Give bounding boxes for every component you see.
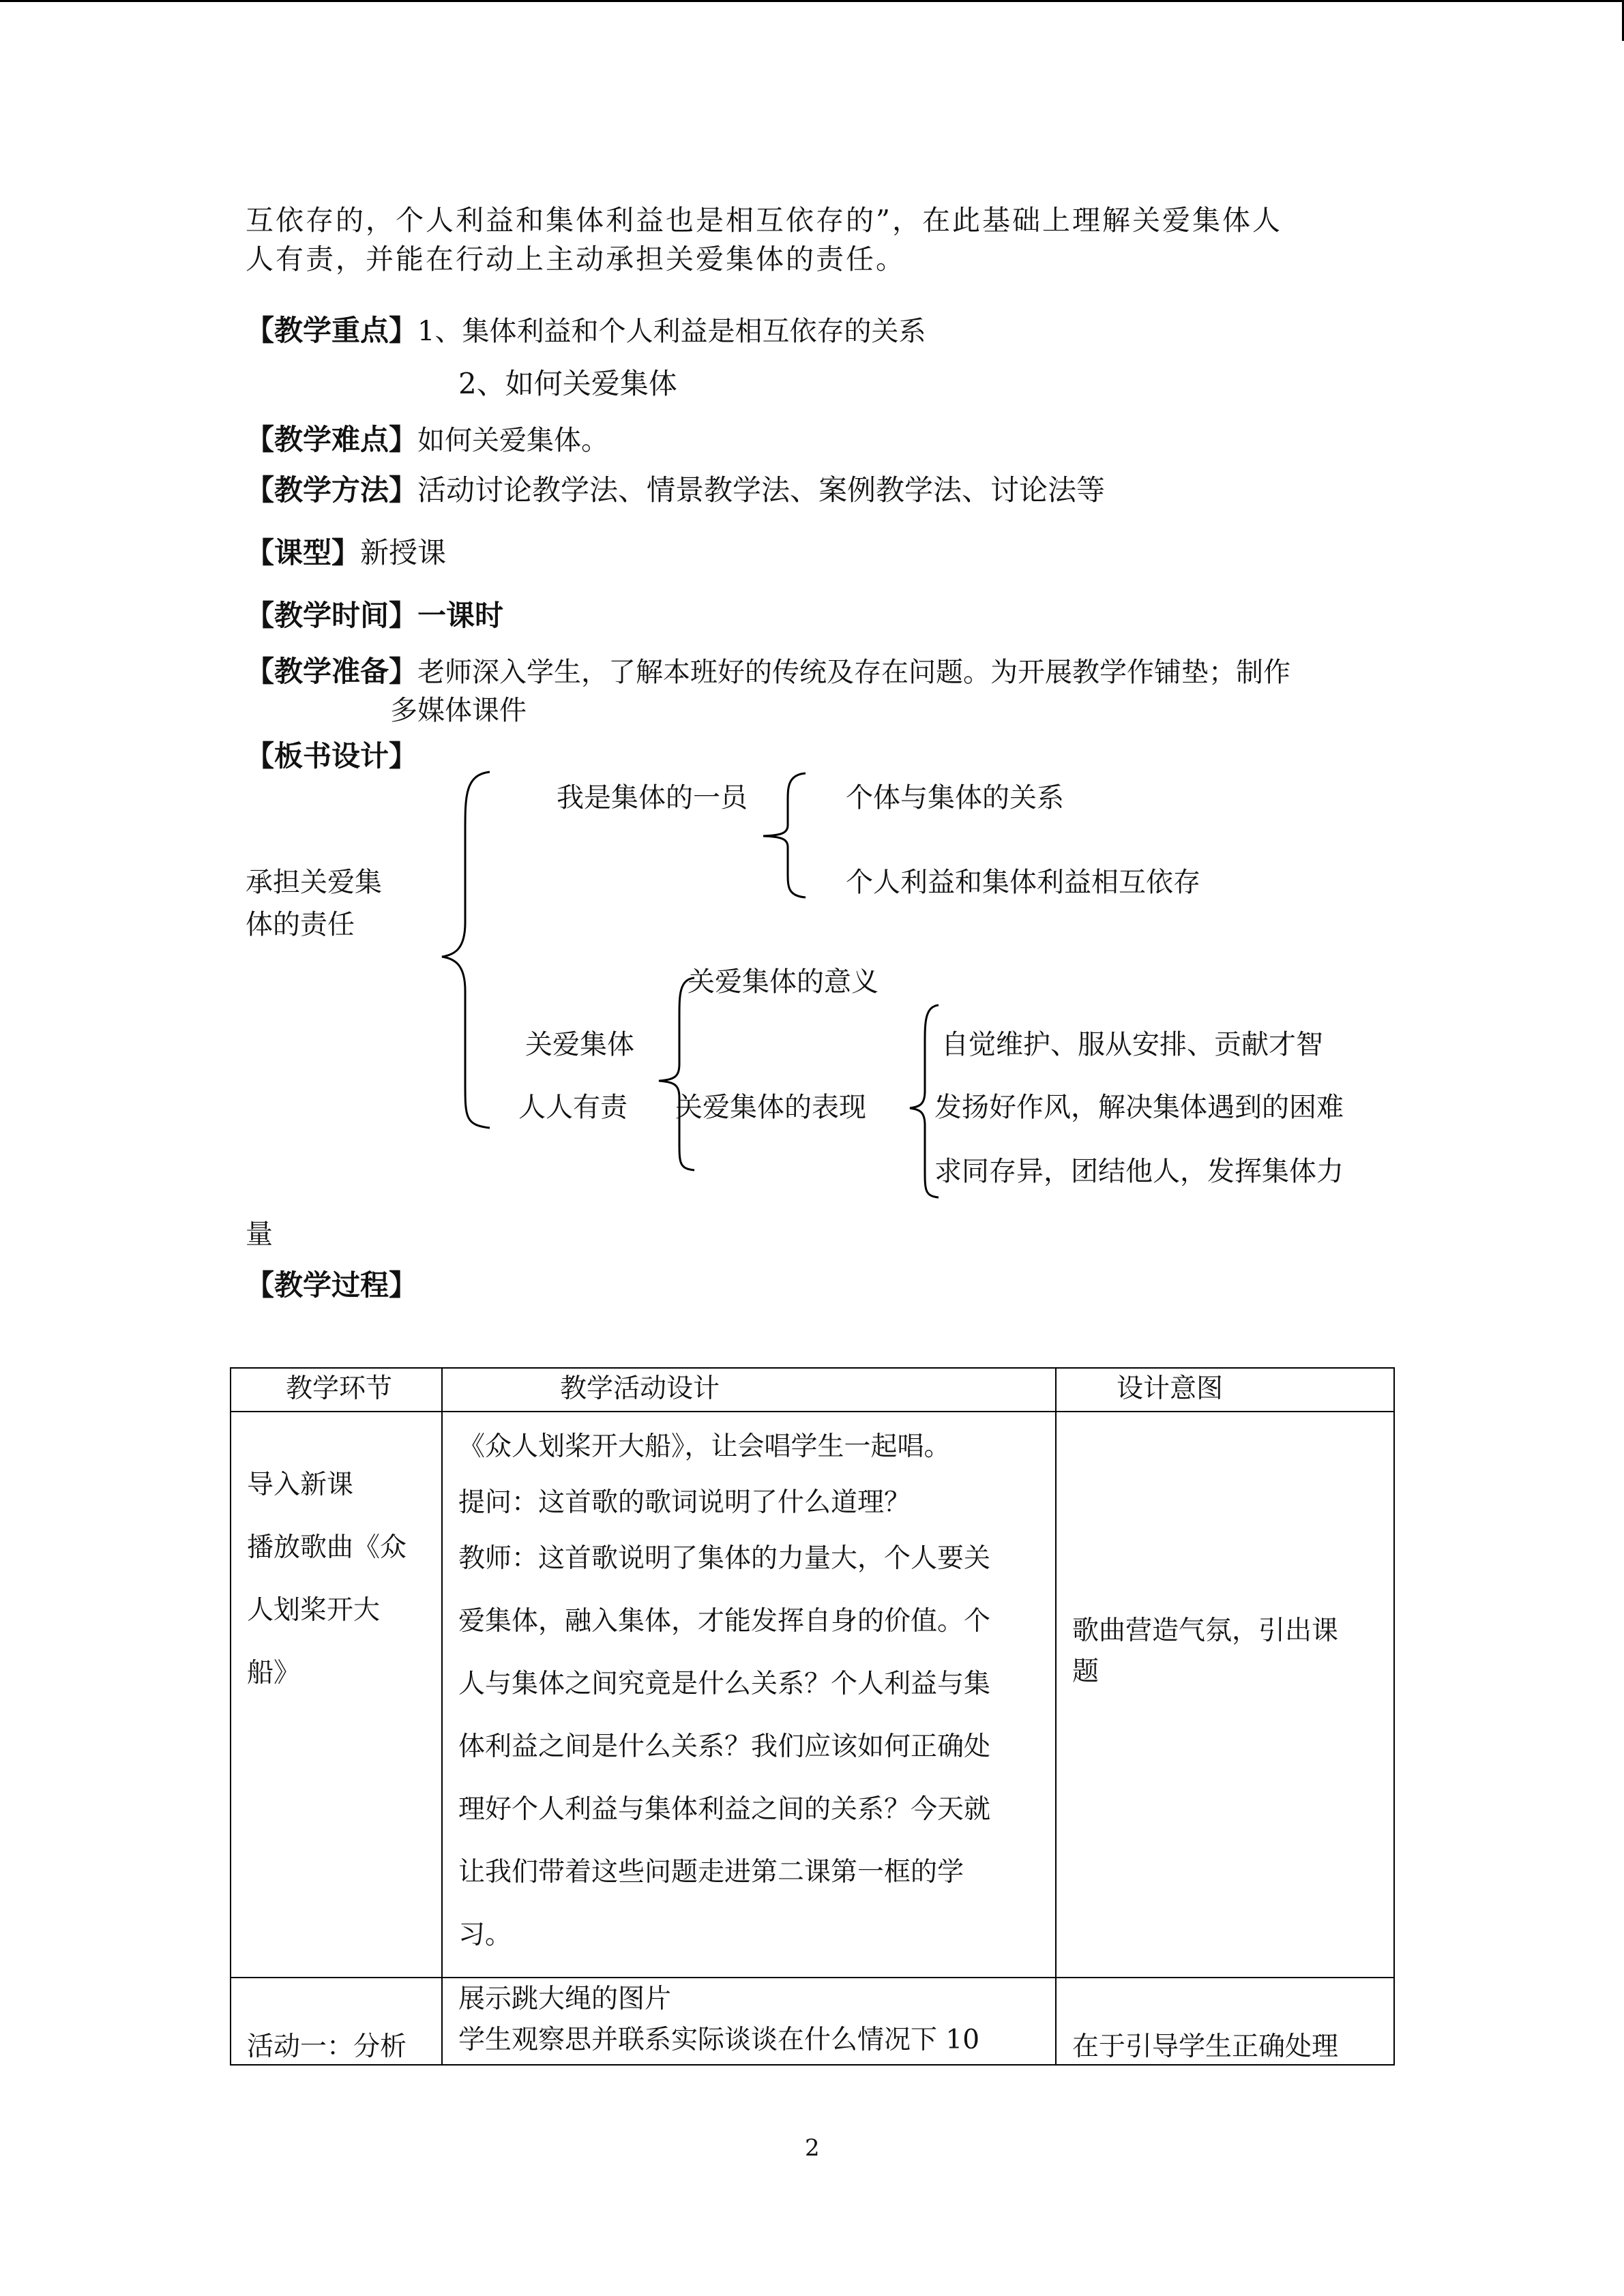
row1-activity-line: 教师：这首歌说明了集体的力量大，个人要关: [458, 1543, 991, 1574]
row1-activity: [442, 1412, 1056, 1978]
board-branch-b-1: 关爱集体: [525, 1029, 634, 1060]
prep-text-2: 多媒体课件: [390, 695, 527, 726]
intro-line-1: 互依存的，个人利益和集体利益也是相互依存的”，在此基础上理解关爱集体人: [246, 204, 1282, 237]
row1-activity-line: 理好个人利益与集体利益之间的关系？今天就: [458, 1794, 991, 1825]
board-root-1: 承担关爱集: [246, 867, 382, 898]
prep-label: 【教学准备】: [246, 655, 418, 688]
header-stage-label: 教学环节: [286, 1373, 393, 1404]
board-action-2: 发扬好作风，解决集体遇到的困难: [934, 1092, 1344, 1123]
row2-activity-line: 学生观察思并联系实际谈谈在什么情况下 10: [458, 2025, 980, 2055]
row1-activity-line: 习。: [458, 1920, 512, 1950]
row2-intent-text: 在于引导学生正确处理: [1072, 2031, 1339, 2062]
row1-stage-line: 导入新课: [247, 1470, 354, 1500]
row1-stage-line: 船》: [247, 1658, 301, 1688]
row1-stage-line: 人划桨开大: [247, 1595, 381, 1626]
board-branch-b-2: 人人有责: [518, 1092, 628, 1123]
board-action-3: 求同存异，团结他人，发挥集体力: [934, 1156, 1344, 1187]
row1-intent-line: 歌曲营造气氛，引出课: [1072, 1615, 1339, 1646]
row1-intent: [1056, 1412, 1394, 1978]
focus-item-2: 2、如何关爱集体: [458, 367, 677, 400]
row2-activity: [442, 1978, 1056, 2065]
time-text: 一课时: [417, 599, 504, 632]
board-branch-a-2: 个人利益和集体利益相互依存: [846, 867, 1200, 898]
row1-activity-line: 体利益之间是什么关系？我们应该如何正确处: [458, 1731, 991, 1762]
row1-activity-line: 《众人划桨开大船》，让会唱学生一起唱。: [458, 1431, 951, 1462]
row1-activity-line: 让我们带着这些问题走进第二课第一框的学: [458, 1857, 964, 1888]
board-branch-b-meaning: 关爱集体的意义: [688, 966, 879, 998]
process-label: 【教学过程】: [246, 1268, 418, 1302]
table-row: [231, 1978, 1394, 2065]
row2-stage: [231, 1978, 442, 2065]
intro-line-2: 人有责，并能在行动上主动承担关爱集体的责任。: [246, 243, 906, 275]
board-action-1: 自觉维护、服从安排、贡献才智: [941, 1029, 1323, 1060]
board-action-3-cont: 量: [246, 1219, 273, 1250]
row1-stage: [231, 1412, 442, 1978]
page-top-border: [0, 0, 1624, 2]
brace-b: [656, 975, 697, 1173]
row2-activity-line: 展示跳大绳的图片: [458, 1984, 672, 2014]
process-section: [246, 1263, 417, 1304]
page-number: 2: [805, 2134, 820, 2162]
time-label: 【教学时间】: [246, 599, 418, 632]
brace-a: [761, 771, 808, 900]
method-section: [246, 468, 1105, 509]
process-table: [230, 1367, 1395, 2066]
header-intent-label: 设计意图: [1117, 1373, 1224, 1404]
header-intent: [1056, 1368, 1394, 1412]
type-label: 【课型】: [246, 536, 361, 569]
type-text: 新授课: [360, 536, 447, 569]
row1-activity-line: 提问：这首歌的歌词说明了什么道理？: [458, 1487, 911, 1518]
main-brace: [437, 769, 498, 1131]
row1-activity-line: 爱集体，融入集体，才能发挥自身的价值。个: [458, 1606, 991, 1637]
row2-intent: [1056, 1978, 1394, 2065]
table-row: [231, 1412, 1394, 1978]
row1-activity-line: 人与集体之间究竟是什么关系？个人利益与集: [458, 1669, 991, 1699]
time-section: [246, 593, 503, 634]
board-branch-a: 我是集体的一员: [557, 782, 748, 814]
board-root-2: 体的责任: [246, 909, 355, 940]
focus-item-1: 1、集体利益和个人利益是相互依存的关系: [417, 316, 926, 347]
focus-label: 【教学重点】: [246, 314, 418, 347]
prep-text-1: 老师深入学生，了解本班好的传统及存在问题。为开展教学作铺垫；制作: [417, 657, 1291, 688]
method-label: 【教学方法】: [246, 473, 418, 507]
board-branch-b-action: 关爱集体的表现: [675, 1092, 866, 1123]
type-section: [246, 531, 446, 571]
header-activity-label: 教学活动设计: [560, 1373, 720, 1404]
difficulty-section: [246, 417, 608, 458]
prep-section: [246, 649, 1290, 690]
table-header-row: [231, 1368, 1394, 1412]
difficulty-label: 【教学难点】: [246, 423, 418, 456]
method-text: 活动讨论教学法、情景教学法、案例教学法、讨论法等: [417, 473, 1106, 507]
row2-stage-text: 活动一：分析: [247, 2031, 407, 2062]
board-label: 【板书设计】: [246, 739, 418, 773]
row1-stage-line: 播放歌曲《众: [247, 1532, 407, 1563]
board-branch-a-1: 个体与集体的关系: [846, 782, 1064, 814]
row1-intent-line: 题: [1072, 1656, 1099, 1687]
difficulty-text: 如何关爱集体。: [417, 425, 609, 456]
header-activity: [442, 1368, 1056, 1412]
focus-section: [246, 308, 926, 349]
header-stage: [231, 1368, 442, 1412]
board-section: [246, 734, 417, 775]
